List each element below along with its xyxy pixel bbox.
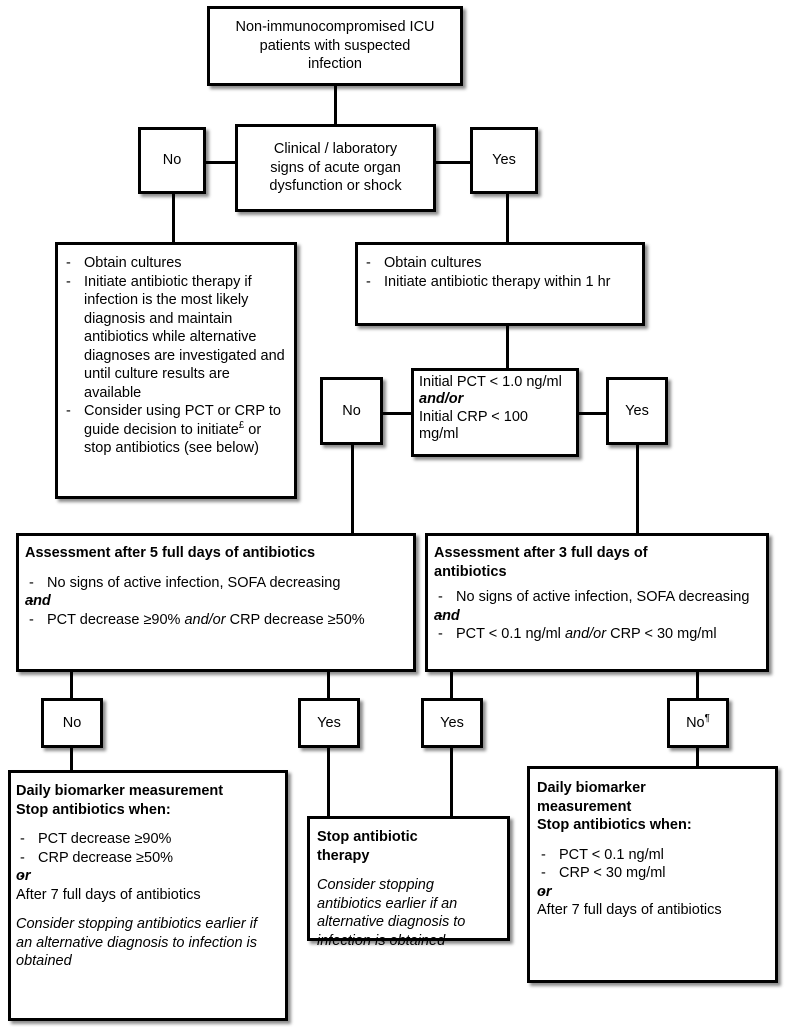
node-daily-biomarker-left[interactable]: [8, 770, 288, 1021]
answer-assessment3-no[interactable]: [667, 698, 729, 748]
daily-left-title-2: Stop antibiotics when:: [16, 801, 171, 818]
connector-organ-to-yes: [436, 161, 470, 164]
spacer: [434, 581, 758, 588]
no-branch-item-3-superscript: £: [238, 420, 245, 432]
spacer: [537, 835, 767, 846]
yes-branch-item-1: - Obtain cultures: [362, 254, 634, 273]
daily-left-note: Consider stopping antibiotics earlier if an alternative diagnosis to infection is obtained: [16, 916, 258, 970]
threshold-connector: and/or: [419, 391, 464, 408]
connector-assessment5-to-yes: [327, 670, 330, 698]
daily-right-title-3: Stop antibiotics when:: [537, 817, 692, 834]
connector-threshold-to-no: [383, 412, 413, 415]
daily-right-item-2: - CRP < 30 mg/ml: [537, 864, 767, 883]
answer-assessment5-yes[interactable]: [298, 698, 360, 748]
answer-organ-no-label: No: [162, 152, 182, 169]
node-assessment-3day[interactable]: [425, 533, 769, 672]
assessment-3day-item-2: [434, 625, 758, 644]
yes-branch-actions-list: [362, 254, 634, 291]
node-biomarker-threshold[interactable]: [411, 368, 579, 457]
daily-biomarker-right-text: [530, 769, 775, 926]
daily-left-item-1: - PCT decrease ≥90%: [16, 830, 277, 849]
answer-organ-no[interactable]: [138, 127, 206, 194]
assessment-3day-connector: - and: [434, 607, 758, 626]
connector-assessment3-to-yes: [450, 670, 453, 698]
spacer: [25, 563, 405, 574]
assessment-3day-list: [434, 588, 758, 644]
assessment-5day-text: [19, 536, 413, 635]
connector-assessment5-to-no: [70, 670, 73, 698]
connector-assessment3-to-no: [696, 670, 699, 698]
connector-threshold-to-yes: [578, 412, 608, 415]
answer-assessment5-yes-label: Yes: [317, 714, 341, 731]
daily-right-item-3: - After 7 full days of antibiotics: [537, 901, 767, 920]
assessment-3day-title: Assessment after 3 full days of antibiotics: [434, 545, 648, 580]
answer-threshold-no[interactable]: [320, 377, 383, 445]
connector-yes-to-stop-therapy-left: [327, 748, 330, 816]
answer-assessment3-no-label: [670, 708, 726, 739]
assessment-5day-item-2: [25, 611, 405, 630]
answer-threshold-yes[interactable]: [606, 377, 668, 445]
connector-yes-to-stop-therapy-right: [450, 748, 453, 816]
daily-right-connector: - or: [537, 883, 767, 902]
answer-threshold-yes-label: Yes: [625, 402, 649, 419]
answer-assessment3-no-superscript: ¶: [704, 712, 710, 724]
node-no-branch-actions[interactable]: [55, 242, 297, 499]
connector-no-to-daily-biomarker-left: [70, 748, 73, 770]
daily-right-title-2: measurement: [537, 798, 632, 815]
assessment-5day-title: Assessment after 5 full days of antibiotics: [25, 545, 316, 561]
answer-organ-yes-label: Yes: [492, 152, 516, 169]
node-organ-dysfunction-decision[interactable]: [235, 124, 436, 212]
assessment-3day-item-1: - No signs of active infection, SOFA decreasing: [434, 588, 758, 607]
node-organ-dysfunction-text: [238, 134, 433, 202]
no-branch-actions-text: [58, 245, 294, 464]
answer-assessment5-no[interactable]: [41, 698, 103, 748]
threshold-line-2: Initial CRP < 100 mg/ml: [419, 408, 528, 443]
answer-assessment3-no-text: No: [686, 714, 705, 731]
connector-start-to-organ-dysfunction: [334, 86, 337, 124]
assessment-3day-item-2a: PCT < 0.1 ng/ml: [456, 626, 565, 643]
answer-assessment3-yes-label: Yes: [440, 714, 464, 731]
daily-biomarker-right-list: [537, 846, 767, 920]
assessment-5day-item-2a: PCT decrease ≥90%: [47, 611, 185, 628]
start-line-2: patients with suspected: [259, 37, 411, 54]
answer-organ-yes[interactable]: [470, 127, 538, 194]
daily-biomarker-left-text: [11, 773, 285, 977]
no-branch-item-2: - Initiate antibiotic therapy if infection is the most likely diagnosis and maintain antibiotics while alternative diagnoses are investigated and until culture results are available: [62, 273, 286, 403]
assessment-5day-item-2b: CRP decrease ≥50%: [225, 611, 365, 628]
stop-title-1: Stop antibiotic: [317, 829, 418, 845]
biomarker-threshold-text: [414, 371, 576, 447]
no-branch-item-1: - Obtain cultures: [62, 254, 286, 273]
start-line-1: Non-immunocompromised ICU: [235, 19, 435, 36]
node-start-text: [210, 12, 460, 80]
daily-biomarker-left-list: [16, 830, 277, 904]
spacer: [317, 865, 499, 876]
no-branch-actions-list: [62, 254, 286, 458]
yes-branch-actions-text: [358, 245, 642, 297]
daily-right-item-1: - PCT < 0.1 ng/ml: [537, 846, 767, 865]
spacer: [16, 904, 277, 915]
daily-left-item-3: - After 7 full days of antibiotics: [16, 886, 277, 905]
connector-no-to-daily-biomarker-right: [696, 748, 699, 766]
connector-yes-to-right-actions: [506, 194, 509, 242]
stop-note: Consider stopping antibiotics earlier if an alternative diagnosis to infection is obtained: [317, 877, 466, 949]
no-branch-item-3: [62, 402, 286, 458]
connector-no-to-left-actions: [172, 194, 175, 242]
assessment-3day-item-2b: CRP < 30 mg/ml: [606, 626, 717, 643]
assessment-3day-text: [428, 536, 766, 650]
answer-assessment5-no-label: No: [62, 714, 82, 731]
answer-assessment3-yes[interactable]: [421, 698, 483, 748]
stop-antibiotic-text: [310, 819, 507, 956]
answer-threshold-no-label: No: [342, 402, 361, 419]
node-start[interactable]: [207, 6, 463, 86]
node-daily-biomarker-right[interactable]: [527, 766, 778, 983]
threshold-line-1: Initial PCT < 1.0 ng/ml: [419, 374, 562, 390]
daily-right-title-1: Daily biomarker: [537, 780, 646, 796]
connector-threshold-no-to-assessment5: [351, 445, 354, 535]
assessment-5day-connector: - and: [25, 592, 405, 611]
assessment-5day-list: [25, 574, 405, 630]
no-branch-item-3a: Consider using PCT or CRP to guide decision to initiate: [84, 403, 281, 438]
daily-left-connector: - or: [16, 867, 277, 886]
organ-line-3: dysfunction or shock: [269, 178, 402, 195]
daily-left-item-2: - CRP decrease ≥50%: [16, 849, 277, 868]
yes-branch-item-2: - Initiate antibiotic therapy within 1 hr: [362, 273, 634, 292]
node-stop-antibiotic-therapy[interactable]: [307, 816, 510, 949]
connector-threshold-yes-to-assessment3: [636, 445, 639, 535]
node-assessment-5day[interactable]: [16, 533, 416, 672]
assessment-3day-item-2-italic: and/or: [564, 626, 607, 643]
organ-line-2: signs of acute organ: [270, 159, 401, 176]
no-branch-item-3b: or stop antibiotics (see below): [84, 421, 262, 457]
assessment-5day-item-2-italic: and/or: [184, 611, 226, 628]
assessment-5day-item-1: - No signs of active infection, SOFA decreasing: [25, 574, 405, 593]
stop-title-2: therapy: [317, 847, 370, 864]
node-yes-branch-actions[interactable]: [355, 242, 645, 326]
organ-line-1: Clinical / laboratory: [273, 141, 398, 158]
start-line-3: infection: [307, 56, 362, 73]
spacer: [16, 819, 277, 830]
daily-left-title-1: Daily biomarker measurement: [16, 783, 224, 799]
connector-right-actions-to-threshold: [506, 326, 509, 368]
